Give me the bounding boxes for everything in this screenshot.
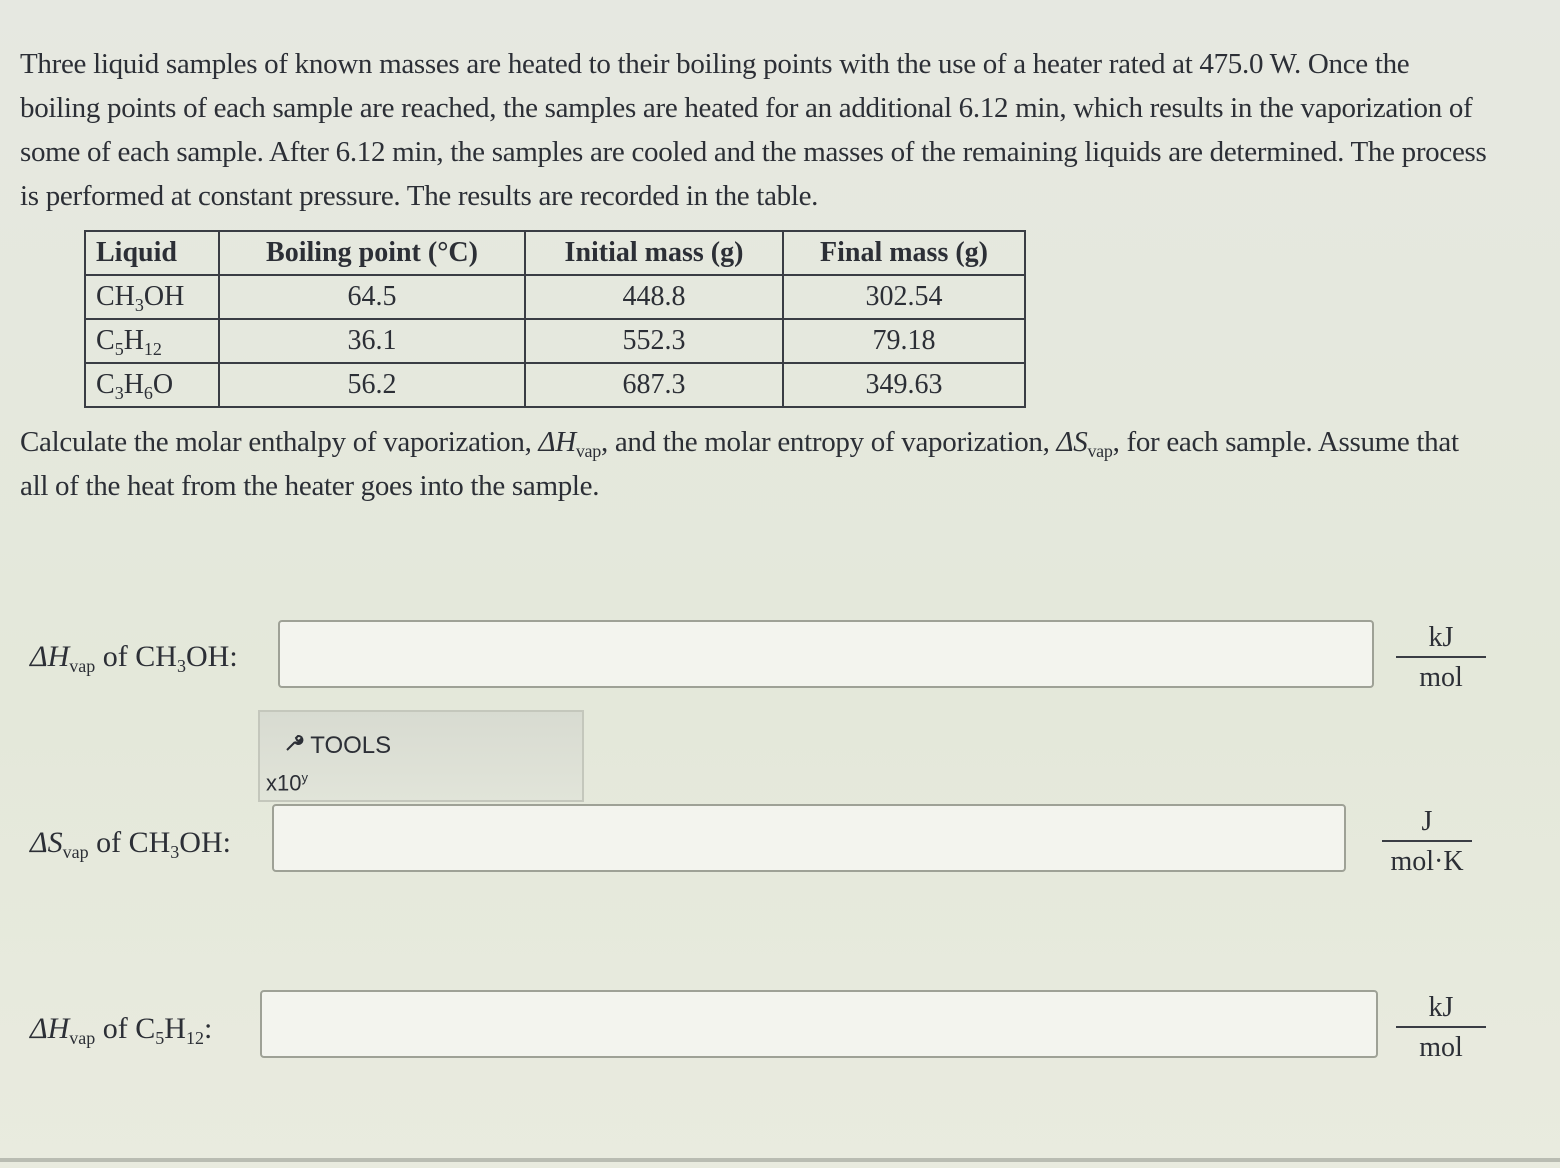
- question-text: , for each sample. Assume that all of the heat from the heater goes into the sample.: [20, 426, 1459, 502]
- page-divider: [0, 1158, 1560, 1162]
- answer-input-dh-pentane[interactable]: [260, 990, 1378, 1058]
- header-final-mass: Final mass (g): [783, 231, 1025, 275]
- entropy-symbol: ΔS: [1056, 426, 1088, 458]
- answer-input-dh-methanol[interactable]: [278, 620, 1374, 688]
- answer-label-ds-methanol: $\Delta S_{vap}$ of $CH_3OH$:: [30, 826, 231, 862]
- results-table: [84, 230, 1026, 408]
- unit-kj-per-mol: kJ mol: [1396, 622, 1486, 694]
- problem-statement: Three liquid samples of known masses are heated to their boiling points with the use of a heater rated at 475.0 W. Once the boiling points of each sample are reached, the samples are heated for an additional 6.12 min, which results in the vaporization of some of each sample. After 6.12 min, the samples are cooled and the masses of the remaining liquids are determined. The process is performed at constant pressure. The results are recorded in the table.: [20, 48, 1487, 212]
- unit-j-per-mol-k: J mol·K: [1382, 806, 1472, 878]
- table-row: [85, 363, 1025, 407]
- liquid-formula: $CH_3OH$: [85, 275, 219, 319]
- header-initial-mass: Initial mass (g): [525, 231, 783, 275]
- question-text: , and the molar entropy of vaporization,: [600, 426, 1057, 458]
- answer-label-dh-methanol: $\Delta H_{vap}$ of $CH_3OH$:: [30, 640, 238, 676]
- liquid-formula: $C_3H_6O$: [85, 363, 219, 407]
- tools-panel: [258, 710, 584, 802]
- initial-mass-cell: 687.3: [525, 363, 783, 407]
- boiling-point-cell: 56.2: [219, 363, 525, 407]
- table-row: [85, 275, 1025, 319]
- tools-label: TOOLS: [310, 732, 392, 759]
- final-mass-cell: 302.54: [783, 275, 1025, 319]
- wrench-icon: [284, 732, 310, 759]
- initial-mass-cell: 552.3: [525, 319, 783, 363]
- unit-kj-per-mol: kJ mol: [1396, 992, 1486, 1064]
- question-text: Calculate the molar enthalpy of vaporization,: [20, 426, 539, 458]
- enthalpy-symbol: ΔH: [538, 426, 576, 458]
- vap-subscript: vap: [1087, 441, 1113, 461]
- boiling-point-cell: 64.5: [219, 275, 525, 319]
- vap-subscript: vap: [575, 441, 601, 461]
- header-boiling-point: Boiling point (°C): [219, 231, 525, 275]
- initial-mass-cell: 448.8: [525, 275, 783, 319]
- question-instruction: [20, 420, 1490, 508]
- answer-input-ds-methanol[interactable]: [272, 804, 1346, 872]
- liquid-formula: $C_5H_{12}$: [85, 319, 219, 363]
- final-mass-cell: 79.18: [783, 319, 1025, 363]
- boiling-point-cell: 36.1: [219, 319, 525, 363]
- table-header-row: [85, 231, 1025, 275]
- answer-label-dh-pentane: $\Delta H_{vap}$ of $C_5H_{12}$:: [30, 1012, 213, 1048]
- final-mass-cell: 349.63: [783, 363, 1025, 407]
- table-row: [85, 319, 1025, 363]
- header-liquid: Liquid: [85, 231, 219, 275]
- scientific-notation-button[interactable]: x10$^y$: [266, 770, 308, 796]
- tools-button[interactable]: [284, 732, 391, 760]
